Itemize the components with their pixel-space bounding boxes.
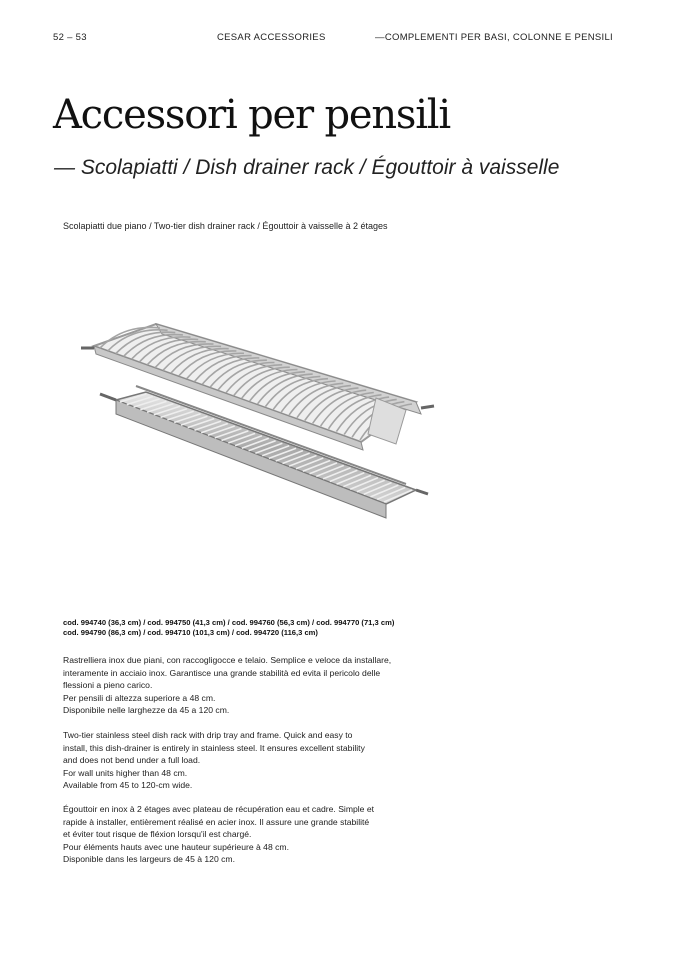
description-italian xyxy=(63,654,443,717)
text-line: Two-tier stainless steel dish rack with drip tray and frame. Quick and easy to xyxy=(63,730,353,740)
text-line: and does not bend under a full load. xyxy=(63,755,201,765)
text-line: Disponibile nelle larghezze da 45 a 120 cm. xyxy=(63,705,230,715)
text-line: rapide à installer, entièrement réalisé en acier inox. Il assure une grande stabilité xyxy=(63,816,370,827)
text-line: Rastrelliera inox due piani, con raccogligocce e telaio. Semplice e veloce da installare, xyxy=(63,655,392,665)
text-line: For wall units higher than 48 cm. xyxy=(63,767,188,778)
text-line: Pour éléments hauts avec une hauteur supérieure à 48 cm. xyxy=(63,841,289,852)
page-numbers: 52 – 53 xyxy=(53,32,87,43)
description-english xyxy=(63,729,443,792)
codes-line: cod. 994740 (36,3 cm) / cod. 994750 (41,3 cm) / cod. 994760 (56,3 cm) / cod. 994770 (71,3 cm) xyxy=(63,618,395,627)
text-line: Per pensili di altezza superiore a 48 cm. xyxy=(63,692,216,703)
product-caption: Scolapiatti due piano / Two-tier dish drainer rack / Égouttoir à vaisselle à 2 étages xyxy=(63,221,388,231)
brand-header: CESAR ACCESSORIES xyxy=(217,32,326,43)
product-codes xyxy=(63,618,443,638)
text-line: interamente in acciaio inox. Garantisce una grande stabilità ed evita il pericolo delle xyxy=(63,667,381,678)
codes-line: cod. 994790 (86,3 cm) / cod. 994710 (101,3 cm) / cod. 994720 (116,3 cm) xyxy=(63,628,318,637)
text-line: flessioni a pieno carico. xyxy=(63,680,153,690)
section-header: —COMPLEMENTI PER BASI, COLONNE E PENSILI xyxy=(375,32,613,43)
page-title: Accessori per pensili xyxy=(53,92,450,138)
dish-rack-image xyxy=(76,318,441,558)
text-line: Available from 45 to 120-cm wide. xyxy=(63,780,193,790)
text-line: et éviter tout risque de fléxion lorsqu'il est chargé. xyxy=(63,829,252,839)
page-subtitle: — Scolapiatti / Dish drainer rack / Égouttoir à vaisselle xyxy=(54,156,560,179)
description-french xyxy=(63,803,443,866)
text-line: Égouttoir en inox à 2 étages avec plateau de récupération eau et cadre. Simple et xyxy=(63,804,375,814)
text-line: install, this dish-drainer is entirely in stainless steel. It ensures excellent stability xyxy=(63,742,365,753)
text-line: Disponible dans les largeurs de 45 à 120 cm. xyxy=(63,854,235,864)
